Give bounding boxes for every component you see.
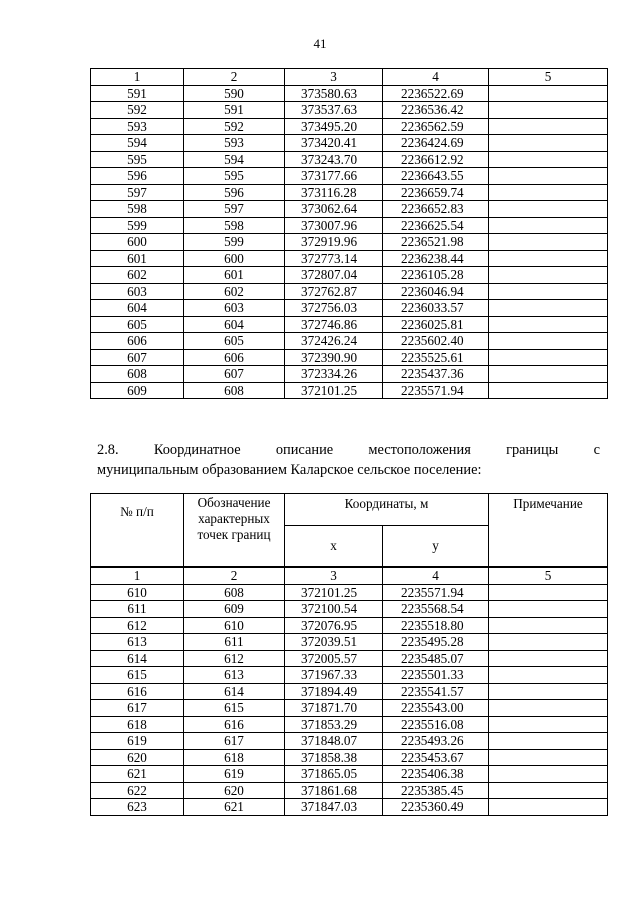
point-number: 609 xyxy=(91,382,184,399)
note xyxy=(489,102,608,119)
point-designation: 597 xyxy=(184,201,285,218)
table-row xyxy=(91,667,608,684)
point-designation: 614 xyxy=(184,683,285,700)
coord-x: 372005.57 xyxy=(285,650,383,667)
point-designation: 591 xyxy=(184,102,285,119)
point-number: 591 xyxy=(91,85,184,102)
note xyxy=(489,667,608,684)
coord-x: 371967.33 xyxy=(285,667,383,684)
table-row xyxy=(91,601,608,618)
coord-x: 373177.66 xyxy=(285,168,383,185)
coord-x: 373007.96 xyxy=(285,217,383,234)
table-row xyxy=(91,766,608,783)
point-number: 602 xyxy=(91,267,184,284)
note xyxy=(489,234,608,251)
note xyxy=(489,749,608,766)
coord-y: 2235518.80 xyxy=(383,617,489,634)
section-word: границы xyxy=(506,442,559,458)
table-row xyxy=(91,151,608,168)
point-number: 614 xyxy=(91,650,184,667)
note xyxy=(489,782,608,799)
coord-y: 2235516.08 xyxy=(383,716,489,733)
coord-y: 2236612.92 xyxy=(383,151,489,168)
coord-x: 371858.38 xyxy=(285,749,383,766)
point-designation: 610 xyxy=(184,617,285,634)
table-row xyxy=(91,184,608,201)
section-text-line2: муниципальным образованием Каларское сельское поселение: xyxy=(97,462,482,478)
col-num-2: 2 xyxy=(184,69,285,86)
note xyxy=(489,366,608,383)
table-row xyxy=(91,683,608,700)
note xyxy=(489,650,608,667)
column-number-row xyxy=(91,69,608,86)
coord-y: 2236521.98 xyxy=(383,234,489,251)
point-number: 616 xyxy=(91,683,184,700)
section-word: местоположения xyxy=(368,442,471,458)
point-number: 615 xyxy=(91,667,184,684)
point-designation: 616 xyxy=(184,716,285,733)
table-row xyxy=(91,366,608,383)
table-row xyxy=(91,102,608,119)
coord-y: 2235525.61 xyxy=(383,349,489,366)
coord-x: 372773.14 xyxy=(285,250,383,267)
note xyxy=(489,151,608,168)
point-number: 618 xyxy=(91,716,184,733)
coord-y: 2236105.28 xyxy=(383,267,489,284)
coord-x: 371853.29 xyxy=(285,716,383,733)
col-num-4: 4 xyxy=(383,567,489,584)
table-row xyxy=(91,135,608,152)
col-num-1: 1 xyxy=(91,69,184,86)
col-num-5: 5 xyxy=(489,567,608,584)
coord-y: 2235493.26 xyxy=(383,733,489,750)
header-designation: Обозначение характерных точек границ xyxy=(184,494,285,568)
point-designation: 609 xyxy=(184,601,285,618)
point-designation: 593 xyxy=(184,135,285,152)
coord-x: 373495.20 xyxy=(285,118,383,135)
note xyxy=(489,716,608,733)
coord-y: 2236424.69 xyxy=(383,135,489,152)
note xyxy=(489,683,608,700)
note xyxy=(489,382,608,399)
coord-x: 372756.03 xyxy=(285,300,383,317)
point-number: 597 xyxy=(91,184,184,201)
point-designation: 615 xyxy=(184,700,285,717)
note xyxy=(489,634,608,651)
col-num-3: 3 xyxy=(285,567,383,584)
header-coordinates: Координаты, м xyxy=(285,494,489,526)
note xyxy=(489,700,608,717)
point-designation: 608 xyxy=(184,584,285,601)
section-word: описание xyxy=(275,442,334,458)
note xyxy=(489,168,608,185)
point-number: 603 xyxy=(91,283,184,300)
coord-x: 372101.25 xyxy=(285,382,383,399)
coord-x: 371894.49 xyxy=(285,683,383,700)
point-number: 601 xyxy=(91,250,184,267)
point-number: 622 xyxy=(91,782,184,799)
coord-x: 373580.63 xyxy=(285,85,383,102)
coord-y: 2235385.45 xyxy=(383,782,489,799)
coord-x: 373537.63 xyxy=(285,102,383,119)
point-number: 620 xyxy=(91,749,184,766)
col-num-3: 3 xyxy=(285,69,383,86)
point-designation: 603 xyxy=(184,300,285,317)
point-designation: 613 xyxy=(184,667,285,684)
point-number: 592 xyxy=(91,102,184,119)
table-row xyxy=(91,617,608,634)
point-designation: 594 xyxy=(184,151,285,168)
coord-x: 372746.86 xyxy=(285,316,383,333)
col-num-2: 2 xyxy=(184,567,285,584)
note xyxy=(489,333,608,350)
table1-body xyxy=(91,69,608,399)
point-designation: 620 xyxy=(184,782,285,799)
note xyxy=(489,85,608,102)
note xyxy=(489,601,608,618)
coord-y: 2235485.07 xyxy=(383,650,489,667)
table-row xyxy=(91,201,608,218)
point-designation: 608 xyxy=(184,382,285,399)
coord-y: 2235571.94 xyxy=(383,584,489,601)
point-designation: 598 xyxy=(184,217,285,234)
point-number: 607 xyxy=(91,349,184,366)
table-row xyxy=(91,700,608,717)
coord-y: 2236025.81 xyxy=(383,316,489,333)
coordinates-table-continued xyxy=(90,68,608,399)
coord-y: 2236046.94 xyxy=(383,283,489,300)
coord-y: 2235406.38 xyxy=(383,766,489,783)
coord-y: 2235543.00 xyxy=(383,700,489,717)
point-number: 594 xyxy=(91,135,184,152)
point-number: 595 xyxy=(91,151,184,168)
point-designation: 606 xyxy=(184,349,285,366)
coord-y: 2236033.57 xyxy=(383,300,489,317)
point-number: 617 xyxy=(91,700,184,717)
table-row xyxy=(91,634,608,651)
col-num-1: 1 xyxy=(91,567,184,584)
note xyxy=(489,349,608,366)
coord-x: 372919.96 xyxy=(285,234,383,251)
table-row xyxy=(91,382,608,399)
section-word: с xyxy=(593,442,600,458)
coord-y: 2235453.67 xyxy=(383,749,489,766)
coord-y: 2236652.83 xyxy=(383,201,489,218)
note xyxy=(489,316,608,333)
point-number: 612 xyxy=(91,617,184,634)
point-designation: 599 xyxy=(184,234,285,251)
point-designation: 619 xyxy=(184,766,285,783)
coord-x: 372762.87 xyxy=(285,283,383,300)
table-row xyxy=(91,217,608,234)
coord-y: 2235541.57 xyxy=(383,683,489,700)
point-number: 598 xyxy=(91,201,184,218)
coord-y: 2236625.54 xyxy=(383,217,489,234)
coord-y: 2235360.49 xyxy=(383,799,489,816)
table-row xyxy=(91,716,608,733)
coord-x: 371861.68 xyxy=(285,782,383,799)
coord-x: 373116.28 xyxy=(285,184,383,201)
point-designation: 602 xyxy=(184,283,285,300)
note xyxy=(489,184,608,201)
table-row xyxy=(91,782,608,799)
coord-y: 2236522.69 xyxy=(383,85,489,102)
coord-y: 2235602.40 xyxy=(383,333,489,350)
coord-x: 373243.70 xyxy=(285,151,383,168)
coord-y: 2236238.44 xyxy=(383,250,489,267)
coordinates-table-kalar xyxy=(90,493,608,816)
point-designation: 595 xyxy=(184,168,285,185)
table-row xyxy=(91,733,608,750)
point-designation: 618 xyxy=(184,749,285,766)
coord-x: 373420.41 xyxy=(285,135,383,152)
note xyxy=(489,217,608,234)
table-row xyxy=(91,333,608,350)
point-designation: 592 xyxy=(184,118,285,135)
point-designation: 590 xyxy=(184,85,285,102)
point-designation: 621 xyxy=(184,799,285,816)
coord-x: 372039.51 xyxy=(285,634,383,651)
coord-x: 372390.90 xyxy=(285,349,383,366)
note xyxy=(489,733,608,750)
coord-y: 2236562.59 xyxy=(383,118,489,135)
note xyxy=(489,300,608,317)
table-row xyxy=(91,267,608,284)
coord-x: 372101.25 xyxy=(285,584,383,601)
point-designation: 612 xyxy=(184,650,285,667)
header-y: у xyxy=(383,526,489,567)
coord-y: 2235495.28 xyxy=(383,634,489,651)
coord-y: 2236659.74 xyxy=(383,184,489,201)
header-note: Примечание xyxy=(489,494,608,568)
point-designation: 600 xyxy=(184,250,285,267)
note xyxy=(489,283,608,300)
coord-x: 371865.05 xyxy=(285,766,383,783)
coord-y: 2236643.55 xyxy=(383,168,489,185)
table-row xyxy=(91,749,608,766)
note xyxy=(489,766,608,783)
section-number: 2.8. xyxy=(97,442,119,458)
table-row xyxy=(91,300,608,317)
coord-x: 371847.03 xyxy=(285,799,383,816)
point-number: 608 xyxy=(91,366,184,383)
table-row xyxy=(91,168,608,185)
coord-x: 372426.24 xyxy=(285,333,383,350)
table-row xyxy=(91,349,608,366)
section-paragraph xyxy=(97,440,600,480)
table-row xyxy=(91,316,608,333)
point-number: 593 xyxy=(91,118,184,135)
point-designation: 596 xyxy=(184,184,285,201)
point-designation: 604 xyxy=(184,316,285,333)
note xyxy=(489,250,608,267)
coord-x: 372076.95 xyxy=(285,617,383,634)
point-designation: 601 xyxy=(184,267,285,284)
col-num-4: 4 xyxy=(383,69,489,86)
table-row xyxy=(91,584,608,601)
point-number: 599 xyxy=(91,217,184,234)
coord-y: 2235571.94 xyxy=(383,382,489,399)
table-row xyxy=(91,118,608,135)
note xyxy=(489,617,608,634)
coord-y: 2235437.36 xyxy=(383,366,489,383)
col-num-5: 5 xyxy=(489,69,608,86)
point-number: 611 xyxy=(91,601,184,618)
note xyxy=(489,799,608,816)
coord-x: 371871.70 xyxy=(285,700,383,717)
point-number: 623 xyxy=(91,799,184,816)
header-row-1 xyxy=(91,494,608,526)
coord-y: 2235501.33 xyxy=(383,667,489,684)
coord-x: 372807.04 xyxy=(285,267,383,284)
point-number: 621 xyxy=(91,766,184,783)
column-number-row xyxy=(91,567,608,584)
note xyxy=(489,118,608,135)
point-designation: 605 xyxy=(184,333,285,350)
section-word: Координатное xyxy=(153,442,241,458)
point-designation: 607 xyxy=(184,366,285,383)
point-number: 600 xyxy=(91,234,184,251)
point-number: 610 xyxy=(91,584,184,601)
note xyxy=(489,135,608,152)
coord-x: 372334.26 xyxy=(285,366,383,383)
point-designation: 617 xyxy=(184,733,285,750)
table-row xyxy=(91,250,608,267)
note xyxy=(489,201,608,218)
point-number: 596 xyxy=(91,168,184,185)
note xyxy=(489,267,608,284)
coord-y: 2235568.54 xyxy=(383,601,489,618)
point-number: 606 xyxy=(91,333,184,350)
point-number: 613 xyxy=(91,634,184,651)
coord-x: 371848.07 xyxy=(285,733,383,750)
page-number: 41 xyxy=(313,36,327,51)
table2-body xyxy=(91,494,608,816)
point-number: 619 xyxy=(91,733,184,750)
point-designation: 611 xyxy=(184,634,285,651)
header-x: х xyxy=(285,526,383,567)
table-row xyxy=(91,85,608,102)
point-number: 605 xyxy=(91,316,184,333)
coord-x: 373062.64 xyxy=(285,201,383,218)
coord-x: 372100.54 xyxy=(285,601,383,618)
header-num: № п/п xyxy=(91,494,184,568)
section-heading-line xyxy=(97,440,600,460)
table-row xyxy=(91,234,608,251)
point-number: 604 xyxy=(91,300,184,317)
table-row xyxy=(91,283,608,300)
table-row xyxy=(91,799,608,816)
note xyxy=(489,584,608,601)
table-row xyxy=(91,650,608,667)
coord-y: 2236536.42 xyxy=(383,102,489,119)
